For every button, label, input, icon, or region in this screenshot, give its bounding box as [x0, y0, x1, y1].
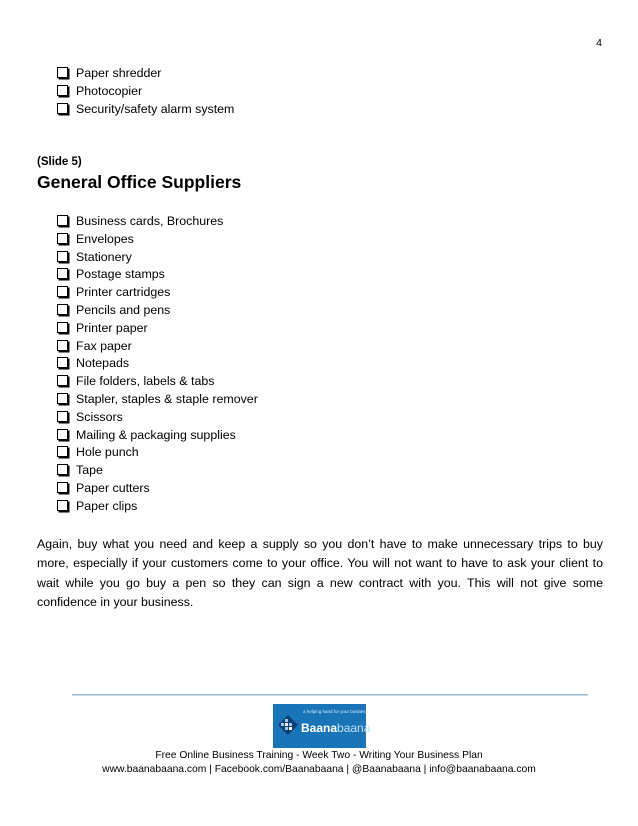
checklist-item-label: File folders, labels & tabs — [76, 374, 215, 389]
body-paragraph: Again, buy what you need and keep a supply so you don’t have to make unnecessary trips to buy more, especially if your customers come to your office. You will not want to have to ask your client to wait while you go buy a pen so they can sign a new contract with you. This will not give some confidence in your business. — [37, 537, 603, 609]
checklist-office-supplies — [57, 213, 258, 516]
checklist-item — [57, 409, 258, 427]
checklist-item — [57, 83, 234, 101]
checklist-item-label: Business cards, Brochures — [76, 214, 224, 228]
checkbox-bullet-icon — [57, 268, 68, 279]
checklist-item-label: Photocopier — [76, 83, 143, 98]
checklist-item — [57, 231, 258, 249]
checklist-item — [57, 101, 234, 119]
checklist-item-label: Tape — [76, 463, 103, 478]
checkbox-bullet-icon — [57, 446, 68, 457]
footer-divider — [72, 694, 588, 696]
checklist-item — [57, 373, 258, 391]
checklist-item-label: Mailing & packaging supplies — [76, 427, 236, 442]
footer-contact-links: www.baanabaana.com | Facebook.com/Baanabaana | @Baanabaana | info@baanabaana.com — [102, 764, 536, 775]
slide-reference: (Slide 5) — [37, 156, 82, 168]
checkbox-bullet-icon — [57, 482, 68, 493]
checklist-item-label: Envelopes — [76, 231, 134, 246]
checklist-item — [57, 302, 258, 320]
checkbox-bullet-icon — [57, 85, 68, 96]
checkbox-bullet-icon — [57, 429, 68, 440]
logo-brand — [301, 721, 370, 735]
checklist-item-label: Paper clips — [76, 498, 138, 513]
checklist-item — [57, 462, 258, 480]
checklist-item-label: Printer cartridges — [76, 285, 171, 300]
checkbox-bullet-icon — [57, 357, 68, 368]
checklist-item — [57, 338, 258, 356]
checklist-item-label: Fax paper — [76, 338, 132, 353]
checklist-item — [57, 391, 258, 409]
checklist-item-label: Postage stamps — [76, 267, 165, 282]
checkbox-bullet-icon — [57, 304, 68, 315]
checklist-item — [57, 249, 258, 267]
checkbox-bullet-icon — [57, 251, 68, 262]
checklist-item-label: Security/safety alarm system — [76, 101, 235, 116]
footer-course-title: Free Online Business Training - Week Two - Writing Your Business Plan — [155, 750, 483, 761]
checklist-item-label: Scissors — [76, 409, 123, 424]
baanabaana-logo — [273, 704, 371, 748]
checklist-item — [57, 427, 258, 445]
checklist-item-label: Paper cutters — [76, 480, 150, 495]
checklist-item — [57, 284, 258, 302]
checkbox-bullet-icon — [57, 322, 68, 333]
page-number: 4 — [596, 37, 602, 49]
checklist-item — [57, 320, 258, 338]
checklist-item-label: Notepads — [76, 356, 130, 371]
logo-brand-first: Baana — [301, 721, 338, 735]
checkbox-bullet-icon — [57, 103, 68, 114]
checkbox-bullet-icon — [57, 411, 68, 422]
checklist-item — [57, 480, 258, 498]
checkbox-bullet-icon — [57, 233, 68, 244]
logo-brand-second: baana — [337, 721, 371, 735]
checklist-item-label: Stapler, staples & staple remover — [76, 391, 258, 406]
checkbox-bullet-icon — [57, 67, 68, 78]
checklist-item — [57, 498, 258, 516]
checklist-top — [57, 65, 234, 118]
checkbox-bullet-icon — [57, 464, 68, 475]
checklist-item — [57, 444, 258, 462]
checkbox-bullet-icon — [57, 286, 68, 297]
logo-tagline: a helping hand for your business — [303, 709, 369, 714]
checkbox-bullet-icon — [57, 393, 68, 404]
checklist-item-label: Pencils and pens — [76, 302, 171, 317]
checklist-item — [57, 213, 258, 231]
checklist-item-label: Stationery — [76, 249, 132, 264]
checklist-item — [57, 266, 258, 284]
checkbox-bullet-icon — [57, 375, 68, 386]
checklist-item — [57, 65, 234, 83]
checkbox-bullet-icon — [57, 215, 68, 226]
section-title: General Office Suppliers — [37, 172, 242, 192]
checklist-item-label: Paper shredder — [76, 66, 162, 80]
checklist-item-label: Hole punch — [76, 445, 139, 460]
checklist-item-label: Printer paper — [76, 320, 148, 335]
logo-mark-icon — [277, 714, 299, 736]
checkbox-bullet-icon — [57, 340, 68, 351]
checkbox-bullet-icon — [57, 500, 68, 511]
checklist-item — [57, 355, 258, 373]
